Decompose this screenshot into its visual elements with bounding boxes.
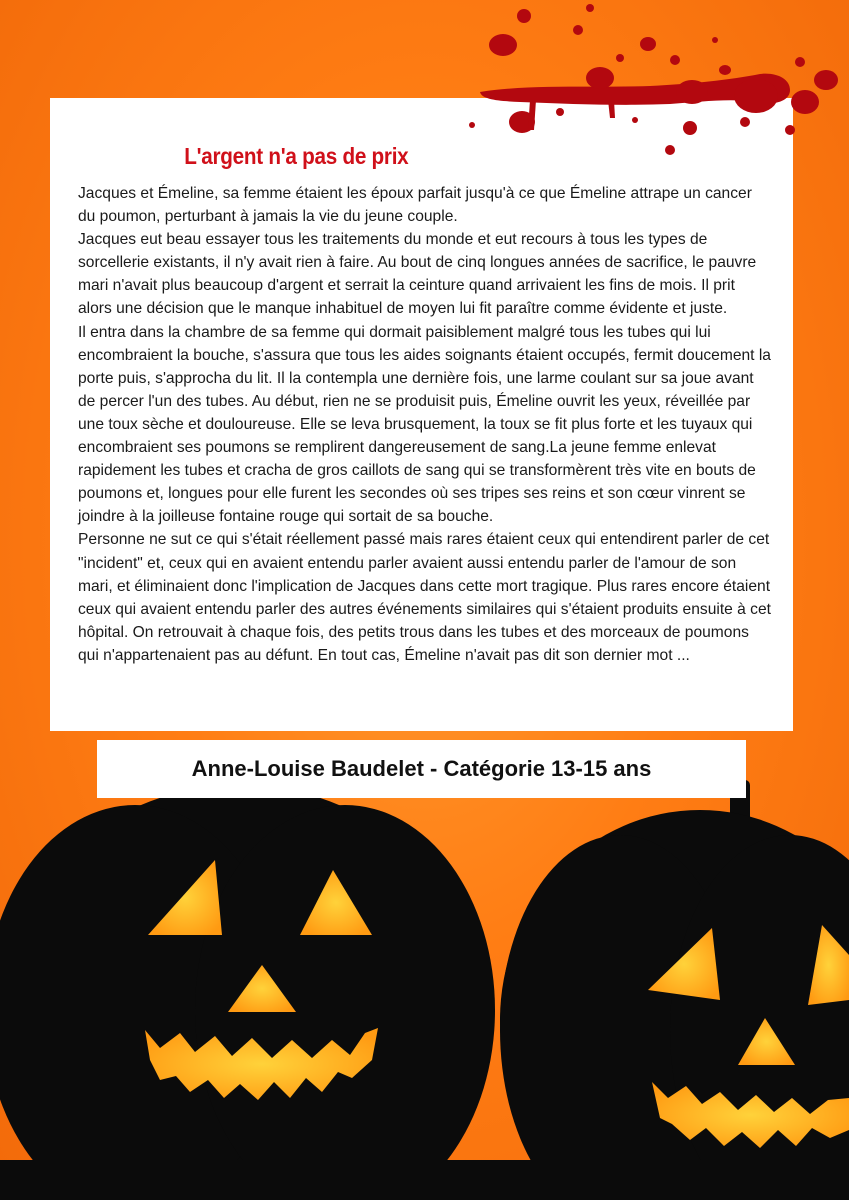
blood-splatter-icon [460, 0, 849, 165]
author-banner [97, 740, 746, 798]
story-paragraph: Jacques eut beau essayer tous les traitements du monde et eut recours à tous les types de sorcellerie existants, il n'y avait rien à faire. Au bout de cinq longues années de sacrifice, le pauvre mari n'avait plus beaucoup d'argent et serrait la ceinture quand arrivaient les fins de mois. Il prit alors une décision que le manque inhabituel de moyen lui fit paraître comme évidente et juste. [78, 231, 757, 318]
story-paragraph: Il entra dans la chambre de sa femme qui dormait paisiblement malgré tous les tubes qui lui encombraient la bouche, s'assura que tous les aides soignants étaient occupés, fermit doucement la porte puis, s'approcha du lit. Il la contempla une dernière fois, une larme coulant sur sa joue avant de percer l'un des tubes. Au début, rien ne se produisit puis, Émeline ouvrit les yeux, réveillée par une toux sèche et douloureuse. Elle se leva brusquement, la toux se fit plus forte et les tuyaux qui encombraient ses poumons se remplirent dangereusement de sang.La jeune femme enlevat rapidement les tubes et cracha de gros caillots de sang qui se transformèrent très vite en bouts de poumons et, longues pour elle furent les secondes où ses tripes ses reins et son cœur vinrent se joindre à la joilleuse fontaine rouge qui sortait de sa bouche. [78, 323, 771, 526]
story-paragraph: Jacques et Émeline, sa femme étaient les époux parfait jusqu'à ce que Émeline attrape un cancer du poumon, perturbant à jamais la vie du jeune couple. [78, 185, 752, 226]
story-title: L'argent n'a pas de prix [184, 143, 409, 169]
story-card [50, 98, 793, 731]
story-paragraph: Personne ne sut ce qui s'était réellement passé mais rares étaient ceux qui entendirent parler de cet "incident" et, ceux qui en avaient entendu parler avaient aussi entendu parler de l'amour de son mari, et éliminaient donc l'implication de Jacques dans cette mort tragique. Plus rares encore étaient ceux qui avaient entendu parler des autres événements similaires qui s'étaient produits ensuite à cet hôpital. On retrouvait à chaque fois, des petits trous dans les tubes et des morceaux de poumons qui n'appartenaient pas au défunt. En tout cas, Émeline n'avait pas dit son dernier mot ... [78, 531, 771, 664]
story-body [78, 182, 773, 667]
right-pumpkin-icon [500, 780, 849, 1200]
left-pumpkin-icon [0, 785, 495, 1200]
author-label: Anne-Louise Baudelet - Catégorie 13-15 ans [191, 756, 652, 781]
